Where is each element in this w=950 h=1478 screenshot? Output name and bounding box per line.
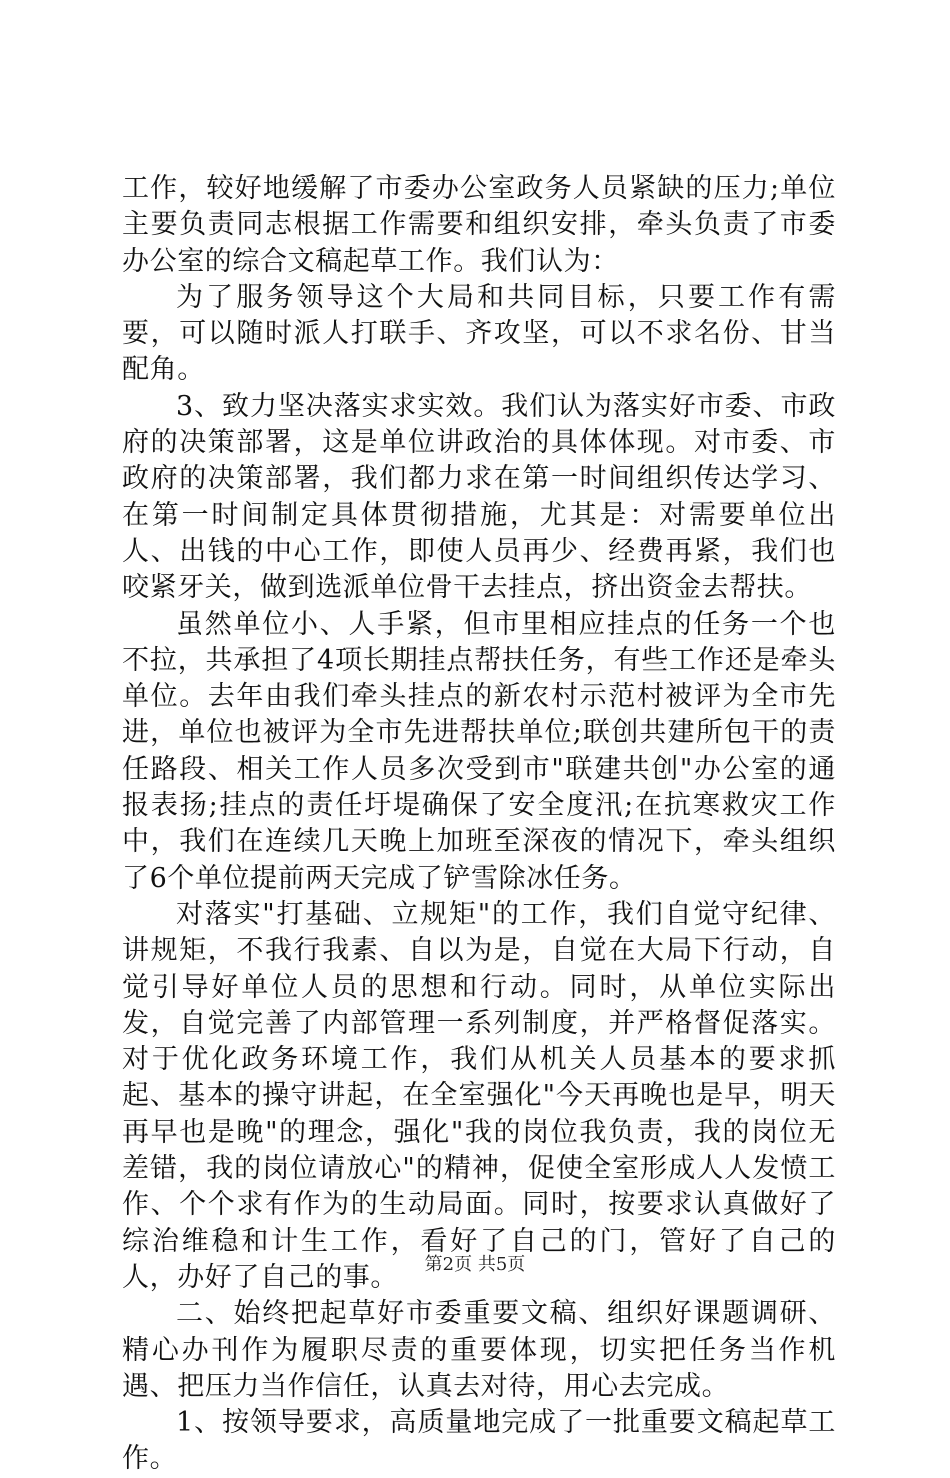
- paragraph-continuation: 工作，较好地缓解了市委办公室政务人员紧缺的压力;单位主要负责同志根据工作需要和组织安排，牵头负责了市委办公室的综合文稿起草工作。我们认为：: [122, 173, 836, 277]
- paragraph-section-3: 3、致力坚决落实求实效。我们认为落实好市委、市政府的决策部署，这是单位讲政治的具体体现。对市委、市政府的决策部署，我们都力求在第一时间组织传达学习、在第一时间制定具体贯彻措施，尤其是：对需要单位出人、出钱的中心工作，即使人员再少、经费再紧，我们也咬紧牙关，做到选派单位骨干去挂点，挤出资金去帮扶。: [122, 390, 836, 604]
- paragraph-section-heading: 二、始终把起草好市委重要文稿、组织好课题调研、精心办刊作为履职尽责的重要体现，切实把任务当作机遇、把压力当作信任，认真去对待，用心去完成。: [122, 1298, 836, 1402]
- paragraph-subsection-1: 1、按领导要求，高质量地完成了一批重要文稿起草工作。: [122, 1407, 836, 1475]
- paragraph: 对落实"打基础、立规矩"的工作，我们自觉守纪律、讲规矩，不我行我素、自以为是，自觉在大局下行动，自觉引导好单位人员的思想和行动。同时，从单位实际出发，自觉完善了内部管理一系列制度，并严格督促落实。对于优化政务环境工作，我们从机关人员基本的要求抓起、基本的操守讲起，在全室强化"今天再晚也是早，明天再早也是晚"的理念，强化"我的岗位我负责，我的岗位无差错，我的岗位请放心"的精神，促使全室形成人人发愤工作、个个求有作为的生动局面。同时，按要求认真做好了综治维稳和计生工作，看好了自己的门，管好了自己的人，办好了自己的事。: [122, 898, 836, 1293]
- document-body: [122, 171, 836, 1478]
- paragraph: 为了服务领导这个大局和共同目标，只要工作有需要，可以随时派人打联手、齐攻坚，可以不求名份、甘当配角。: [122, 281, 836, 386]
- page-footer: 第2页 共5页: [424, 1254, 526, 1275]
- paragraph: 虽然单位小、人手紧，但市里相应挂点的任务一个也不拉，共承担了4项长期挂点帮扶任务，有些工作还是牵头单位。去年由我们牵头挂点的新农村示范村被评为全市先进，单位也被评为全市先进帮扶单位;联创共建所包干的责任路段、相关工作人员多次受到市"联建共创"办公室的通报表扬;挂点的责任圩堤确保了安全度汛;在抗寒救灾工作中，我们在连续几天晚上加班至深夜的情况下，牵头组织了6个单位提前两天完成了铲雪除冰任务。: [122, 608, 836, 894]
